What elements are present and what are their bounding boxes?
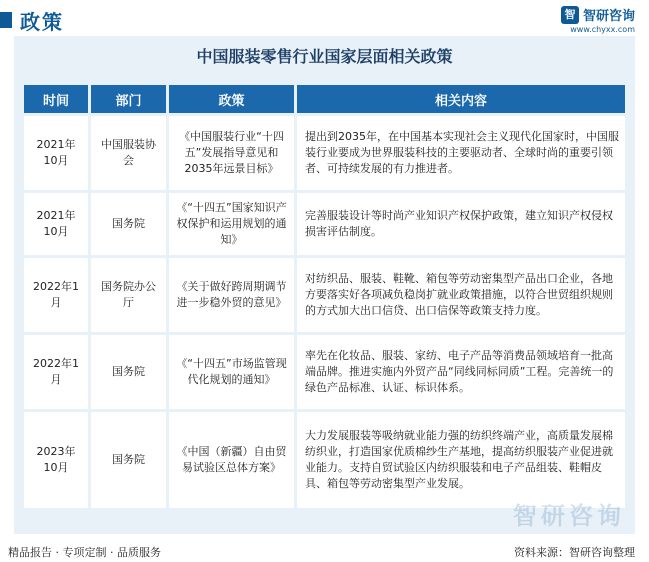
cell-policy: 《“十四五”市场监管现代化规划的通知》 [166,335,294,409]
footer-source: 资料来源：智研咨询整理 [514,546,635,559]
section-header [0,0,649,36]
policy-panel [14,36,635,534]
brand-name: 智研咨询 [582,9,635,24]
cell-policy: 《中国服装行业“十四五”发展指导意见和2035年远景目标》 [166,116,294,190]
cell-content: 完善服装设计等时尚产业知识产权保护政策，建立知识产权侵权损害评估制度。 [294,193,625,255]
cell-department: 中国服装协会 [88,116,166,190]
column-header-time: 时间 [24,85,88,113]
footer [0,540,649,562]
footer-tagline: 精品报告 · 专项定制 · 品质服务 [8,546,161,559]
logo-mark-icon: 智 [561,6,579,24]
cell-department: 国务院 [88,335,166,409]
table-row [24,258,625,332]
cell-content: 提出到2035年，在中国基本实现社会主义现代化国家时，中国服装行业要成为世界服装科技的主要驱动者、全球时尚的重要引领者、可持续发展的有力推进者。 [294,116,625,190]
table-row [24,116,625,190]
cell-content: 对纺织品、服装、鞋靴、箱包等劳动密集型产品出口企业，各地方要落实好各项减负稳岗扩就业政策措施，以符合世贸组织规则的方式加大出口信贷、出口信保等政策支持力度。 [294,258,625,332]
cell-department: 国务院办公厅 [88,258,166,332]
brand-logo [561,4,635,34]
column-header-policy: 政策 [166,85,294,113]
cell-time: 2021年10月 [24,116,88,190]
table-row [24,412,625,508]
cell-policy: 《关于做好跨周期调节进一步稳外贸的意见》 [166,258,294,332]
watermark: 智研咨询 [513,502,625,530]
column-header-department: 部门 [88,85,166,113]
table-row [24,335,625,409]
cell-time: 2021年10月 [24,193,88,255]
column-header-content: 相关内容 [294,85,625,113]
cell-time: 2022年1月 [24,335,88,409]
panel-title: 中国服装零售行业国家层面相关政策 [196,47,453,66]
brand-url: www.chyxx.com [570,25,635,34]
cell-time: 2022年1月 [24,258,88,332]
cell-content: 大力发展服装等吸纳就业能力强的纺织终端产业，高质量发展棉纺织业，打造国家优质棉纱生产基地，提高纺织服装产业促进就业能力。支持自贸试验区内纺织服装和电子产品组装、鞋帽皮具、箱包等劳动密集型产业发展。 [294,412,625,508]
header-accent-bar [0,12,12,28]
policy-table [24,82,625,511]
cell-policy: 《中国（新疆）自由贸易试验区总体方案》 [166,412,294,508]
table-header-row [24,85,625,113]
cell-policy: 《“十四五”国家知识产权保护和运用规划的通知》 [166,193,294,255]
cell-time: 2023年10月 [24,412,88,508]
cell-content: 率先在化妆品、服装、家纺、电子产品等消费品领域培育一批高端品牌。推进实施内外贸产品“同线同标同质”工程。完善统一的绿色产品标准、认证、标识体系。 [294,335,625,409]
cell-department: 国务院 [88,193,166,255]
cell-department: 国务院 [88,412,166,508]
section-title: 政策 [20,10,64,34]
table-row [24,193,625,255]
